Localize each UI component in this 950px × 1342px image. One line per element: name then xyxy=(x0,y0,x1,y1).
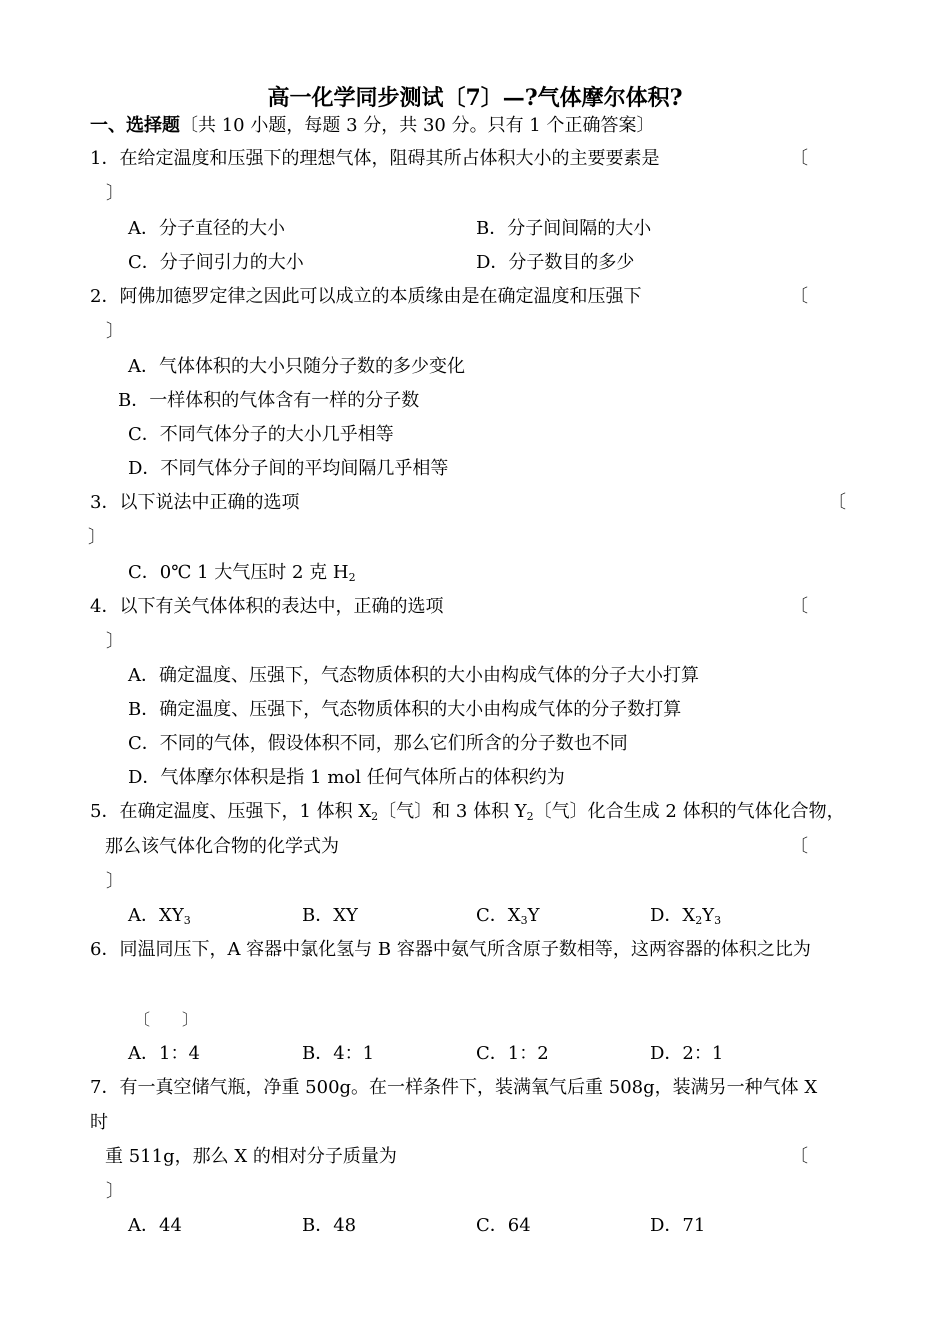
stem-part: 〔气〕和 3 体积 Y xyxy=(378,801,527,822)
question-3-stem: 3．以下说法中正确的选项 xyxy=(90,492,300,513)
question-7-option-a: A．44 xyxy=(128,1215,182,1236)
subscript: 2 xyxy=(695,914,703,927)
question-1-option-d: D．分子数目的多少 xyxy=(476,252,635,273)
stem-part: 〔气〕化合生成 2 体积的气体化合物， xyxy=(533,801,845,822)
answer-bracket-open: 〔 xyxy=(790,148,808,169)
subscript: 2 xyxy=(348,571,356,584)
question-6-option-a: A．1：4 xyxy=(128,1043,200,1064)
question-1-stem: 1．在给定温度和压强下的理想气体，阻碍其所占体积大小的主要要素是 xyxy=(90,148,660,169)
option-text: C．X xyxy=(476,905,521,926)
answer-bracket-close: 〕 xyxy=(106,871,124,892)
question-4-option-a: A．确定温度、压强下，气态物质体积的大小由构成气体的分子大小打算 xyxy=(128,665,699,686)
answer-bracket-open: 〔 xyxy=(790,286,808,307)
option-text: D．X xyxy=(650,905,696,926)
question-1-option-b: B．分子间间隔的大小 xyxy=(476,218,652,239)
question-4-option-b: B．确定温度、压强下，气态物质体积的大小由构成气体的分子数打算 xyxy=(128,699,682,720)
answer-brackets: 〔 〕 xyxy=(134,1010,199,1029)
question-3-option-c xyxy=(128,562,356,584)
section-note: 〔共 10 小题，每题 3 分，共 30 分。只有 1 个正确答案〕 xyxy=(180,115,655,136)
answer-bracket-open: 〔 xyxy=(790,836,808,857)
question-5-option-c xyxy=(476,905,539,927)
question-5-option-a xyxy=(128,905,191,927)
question-1-option-c: C．分子间引力的大小 xyxy=(128,252,304,273)
subscript: 3 xyxy=(520,914,528,927)
option-text: Y xyxy=(702,905,715,926)
question-6-option-d: D．2：1 xyxy=(650,1043,724,1064)
question-5-stem xyxy=(90,801,845,823)
answer-bracket-open: 〔 xyxy=(790,1146,808,1167)
answer-bracket-close: 〕 xyxy=(106,631,124,652)
question-5-stem-line2: 那么该气体化合物的化学式为 xyxy=(105,836,339,857)
option-text: A．XY xyxy=(128,905,184,926)
question-2-option-d: D．不同气体分子间的平均间隔几乎相等 xyxy=(128,458,449,479)
question-7-option-b: B．48 xyxy=(302,1215,357,1236)
question-7-stem: 7．有一真空储气瓶，净重 500g。在一样条件下，装满氧气后重 508g，装满另一种气体 X xyxy=(90,1077,818,1098)
question-7-option-d: D．71 xyxy=(650,1215,706,1236)
question-4-stem: 4．以下有关气体体积的表达中，正确的选项 xyxy=(90,596,444,617)
question-5-option-b: B．XY xyxy=(302,905,358,926)
question-6-option-b: B．4：1 xyxy=(302,1043,375,1064)
answer-bracket-close: 〕 xyxy=(88,527,106,548)
question-6-stem: 6．同温同压下，A 容器中氯化氢与 B 容器中氨气所含原子数相等，这两容器的体积之比为 xyxy=(90,939,811,960)
question-7-stem-wrap: 时 xyxy=(90,1112,108,1133)
question-6-option-c: C．1：2 xyxy=(476,1043,549,1064)
question-4-option-d: D．气体摩尔体积是指 1 mol 任何气体所占的体积约为 xyxy=(128,767,565,788)
question-5-option-d xyxy=(650,905,721,927)
subscript: 2 xyxy=(526,810,534,823)
answer-bracket-open: 〔 xyxy=(790,596,808,617)
section-head: 一、选择题 xyxy=(90,115,180,136)
subscript: 3 xyxy=(183,914,191,927)
question-2-stem: 2．阿佛加德罗定律之因此可以成立的本质缘由是在确定温度和压强下 xyxy=(90,286,642,307)
answer-bracket-close: 〕 xyxy=(106,321,124,342)
stem-part: 5．在确定温度、压强下，1 体积 X xyxy=(90,801,372,822)
answer-bracket-close: 〕 xyxy=(106,183,124,204)
question-7-option-c: C．64 xyxy=(476,1215,531,1236)
section-header xyxy=(90,115,654,137)
page-title: 高一化学同步测试〔7〕—?气体摩尔体积? xyxy=(267,85,683,111)
question-7-stem-line2: 重 511g，那么 X 的相对分子质量为 xyxy=(105,1146,397,1167)
question-2-option-c: C．不同气体分子的大小几乎相等 xyxy=(128,424,394,445)
answer-bracket-open: 〔 xyxy=(828,492,846,513)
question-1-option-a: A．分子直径的大小 xyxy=(128,218,285,239)
question-2-option-a: A．气体体积的大小只随分子数的多少变化 xyxy=(128,356,465,377)
subscript: 3 xyxy=(714,914,722,927)
subscript: 2 xyxy=(371,810,379,823)
question-4-option-c: C．不同的气体，假设体积不同，那么它们所含的分子数也不同 xyxy=(128,733,628,754)
option-text: C．0℃ 1 大气压时 2 克 H xyxy=(128,562,349,583)
question-2-option-b: B．一样体积的气体含有一样的分子数 xyxy=(118,390,420,411)
answer-bracket-close: 〕 xyxy=(106,1181,124,1202)
option-text: Y xyxy=(527,905,540,926)
